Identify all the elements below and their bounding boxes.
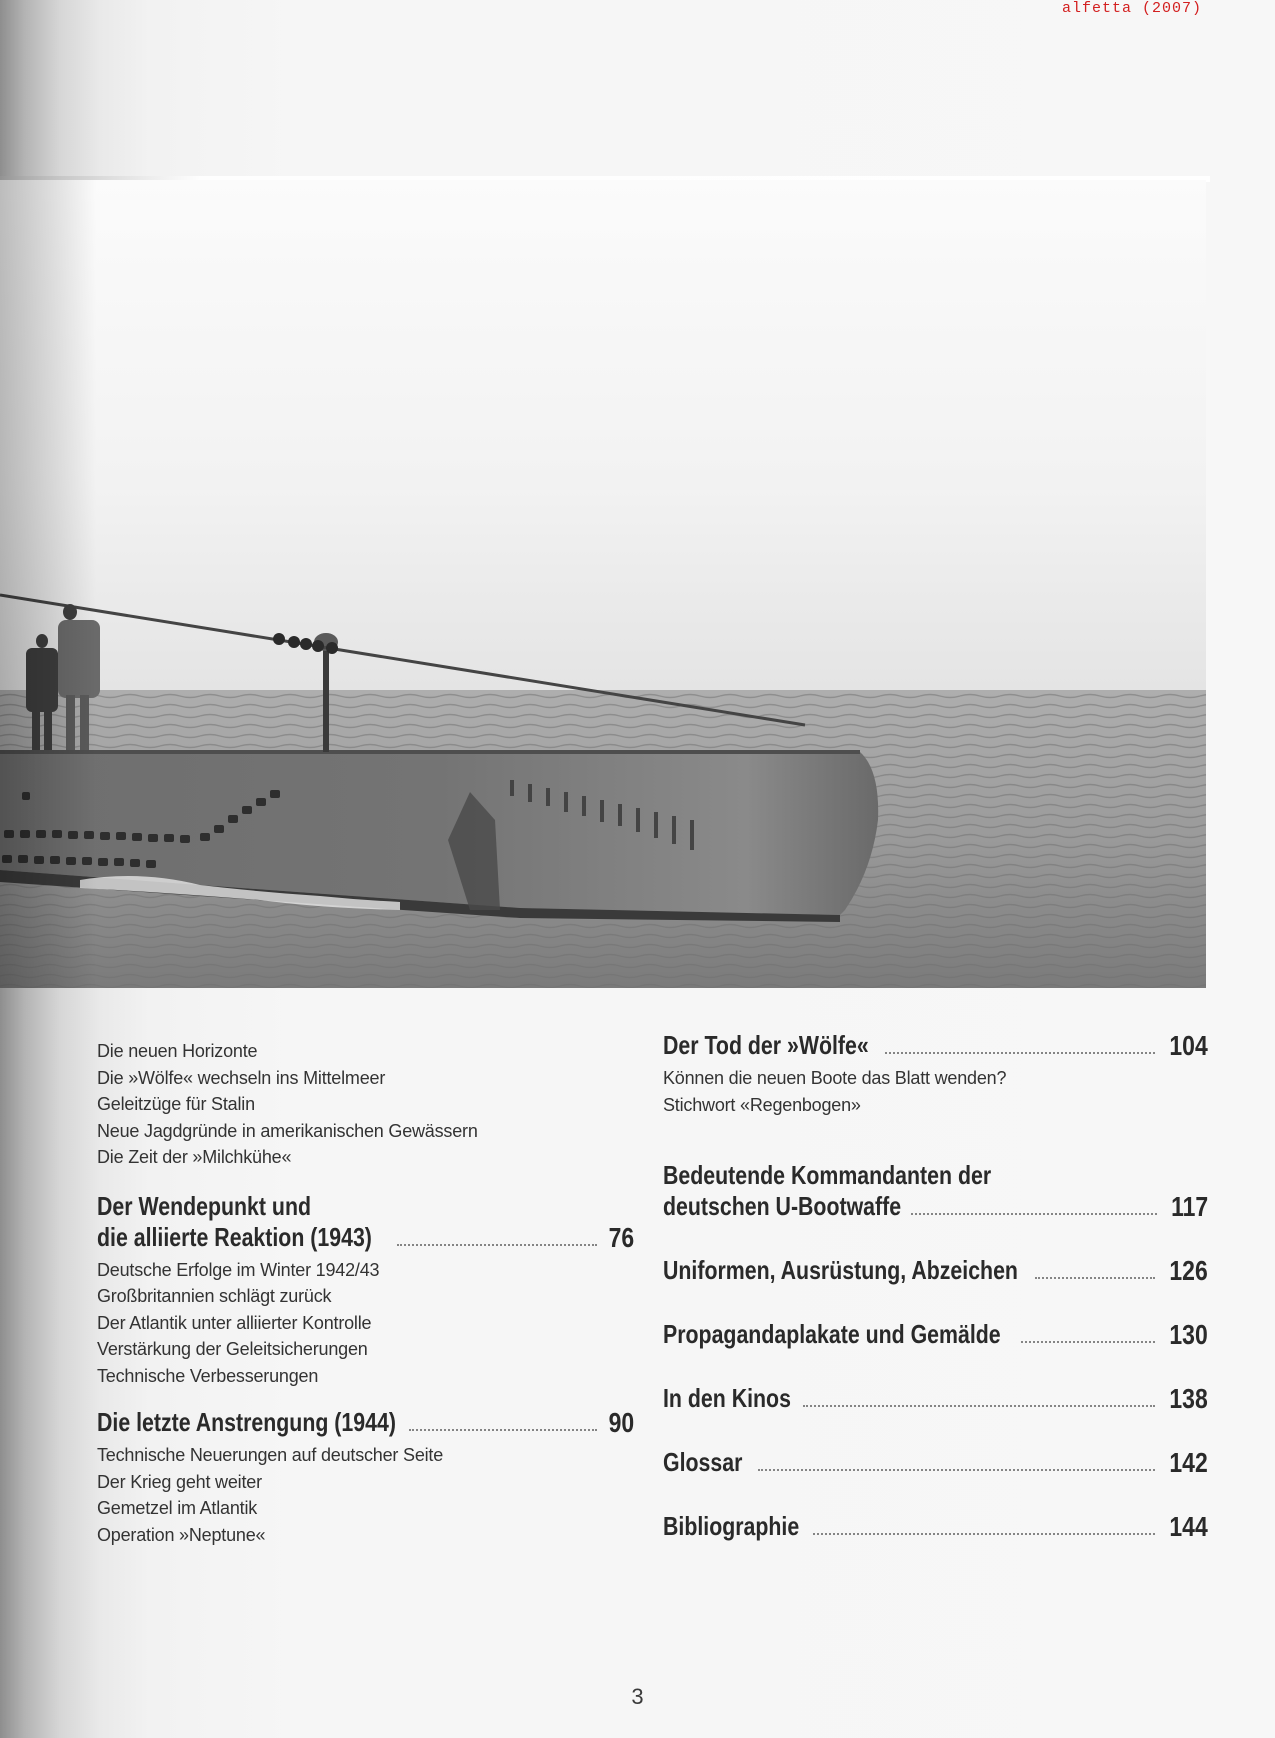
dot-leader	[813, 1532, 1155, 1535]
toc-entry-row[interactable]	[663, 1160, 1208, 1222]
page-number: 142	[1169, 1447, 1208, 1478]
subtopic: Neue Jagdgründe in amerikanischen Gewässern	[97, 1120, 478, 1141]
page-number: 104	[1169, 1030, 1208, 1061]
toc-entry-tod-der-woelfe	[663, 1030, 1208, 1118]
chapter-title: Uniformen, Ausrüstung, Abzeichen	[663, 1255, 1018, 1285]
subtopic: Technische Verbesserungen	[97, 1365, 319, 1386]
dot-leader	[397, 1243, 597, 1246]
dot-leader	[758, 1468, 1155, 1471]
page-number: 144	[1169, 1511, 1208, 1542]
toc-entry-glossar	[663, 1447, 1208, 1478]
page-number: 138	[1169, 1383, 1208, 1414]
subtopic: Können die neuen Boote das Blatt wenden?	[663, 1068, 1007, 1088]
chapter-title: Die letzte Anstrengung (1944)	[97, 1407, 396, 1437]
toc-entry-uniformen	[663, 1255, 1208, 1286]
chapter-title: In den Kinos	[663, 1383, 791, 1413]
subtopic: Der Atlantik unter alliierter Kontrolle	[97, 1312, 372, 1333]
toc-entry-row[interactable]	[663, 1383, 1208, 1414]
toc-entry-letzte-anstrengung	[97, 1407, 634, 1548]
dot-leader	[1035, 1276, 1155, 1279]
page-number-footer: 3	[631, 1684, 644, 1709]
toc-entry-row[interactable]	[663, 1319, 1208, 1350]
page-number: 130	[1169, 1319, 1208, 1350]
subtopic: Die Zeit der »Milchkühe«	[97, 1147, 292, 1167]
toc-entry-propaganda	[663, 1319, 1208, 1350]
toc-entry-row[interactable]	[97, 1407, 634, 1438]
dot-leader	[409, 1428, 597, 1431]
toc-entry-kommandanten	[663, 1160, 1208, 1222]
subtopic: Die neuen Horizonte	[97, 1041, 258, 1061]
dot-leader	[911, 1212, 1157, 1215]
subtopic: Technische Neuerungen auf deutscher Seite	[97, 1445, 444, 1465]
toc-right-column	[663, 1030, 1208, 1542]
page-number: 76	[608, 1221, 634, 1253]
toc-entry-row[interactable]	[663, 1511, 1208, 1542]
chapter-title: Glossar	[663, 1447, 743, 1477]
subtopic: Verstärkung der Geleitsicherungen	[97, 1339, 368, 1359]
subtopic: Operation »Neptune«	[97, 1524, 266, 1545]
toc-entry-bibliographie	[663, 1511, 1208, 1542]
page-number: 90	[608, 1407, 634, 1438]
intro-subtopics	[97, 1038, 634, 1171]
chapter-title: Der Wendepunkt und die alliierte Reaktion (1943)	[97, 1190, 372, 1252]
subtopic: Deutsche Erfolge im Winter 1942/43	[97, 1259, 380, 1280]
subtopic: Stichwort «Regenbogen»	[663, 1094, 861, 1115]
subtopic: Geleitzüge für Stalin	[97, 1094, 255, 1114]
dot-leader	[1021, 1340, 1155, 1343]
chapter-title: Der Tod der »Wölfe«	[663, 1030, 869, 1060]
subtopic: Großbritannien schlägt zurück	[97, 1286, 332, 1306]
chapter-title: Bedeutende Kommandanten der deutschen U-Bootwaffe	[663, 1160, 992, 1221]
toc-entry-row[interactable]	[97, 1191, 634, 1253]
toc-entry-row[interactable]	[663, 1255, 1208, 1286]
toc-entry-row[interactable]	[663, 1030, 1208, 1061]
subtopic: Gemetzel im Atlantik	[97, 1498, 258, 1518]
toc-entry-kinos	[663, 1383, 1208, 1414]
dot-leader	[885, 1051, 1155, 1054]
subtopic: Die »Wölfe« wechseln ins Mittelmeer	[97, 1067, 386, 1088]
submarine-photo	[0, 180, 1206, 988]
page-number: 126	[1169, 1255, 1208, 1286]
toc-entry-row[interactable]	[663, 1447, 1208, 1478]
chapter-title: Bibliographie	[663, 1511, 800, 1541]
toc-left-column	[97, 1038, 634, 1548]
chapter-title: Propagandaplakate und Gemälde	[663, 1319, 1001, 1349]
dot-leader	[803, 1404, 1155, 1407]
toc-entry-wendepunkt	[97, 1191, 634, 1390]
page-number: 117	[1170, 1191, 1208, 1222]
watermark: alfetta (2007)	[1062, 0, 1203, 17]
subtopic: Der Krieg geht weiter	[97, 1471, 262, 1492]
